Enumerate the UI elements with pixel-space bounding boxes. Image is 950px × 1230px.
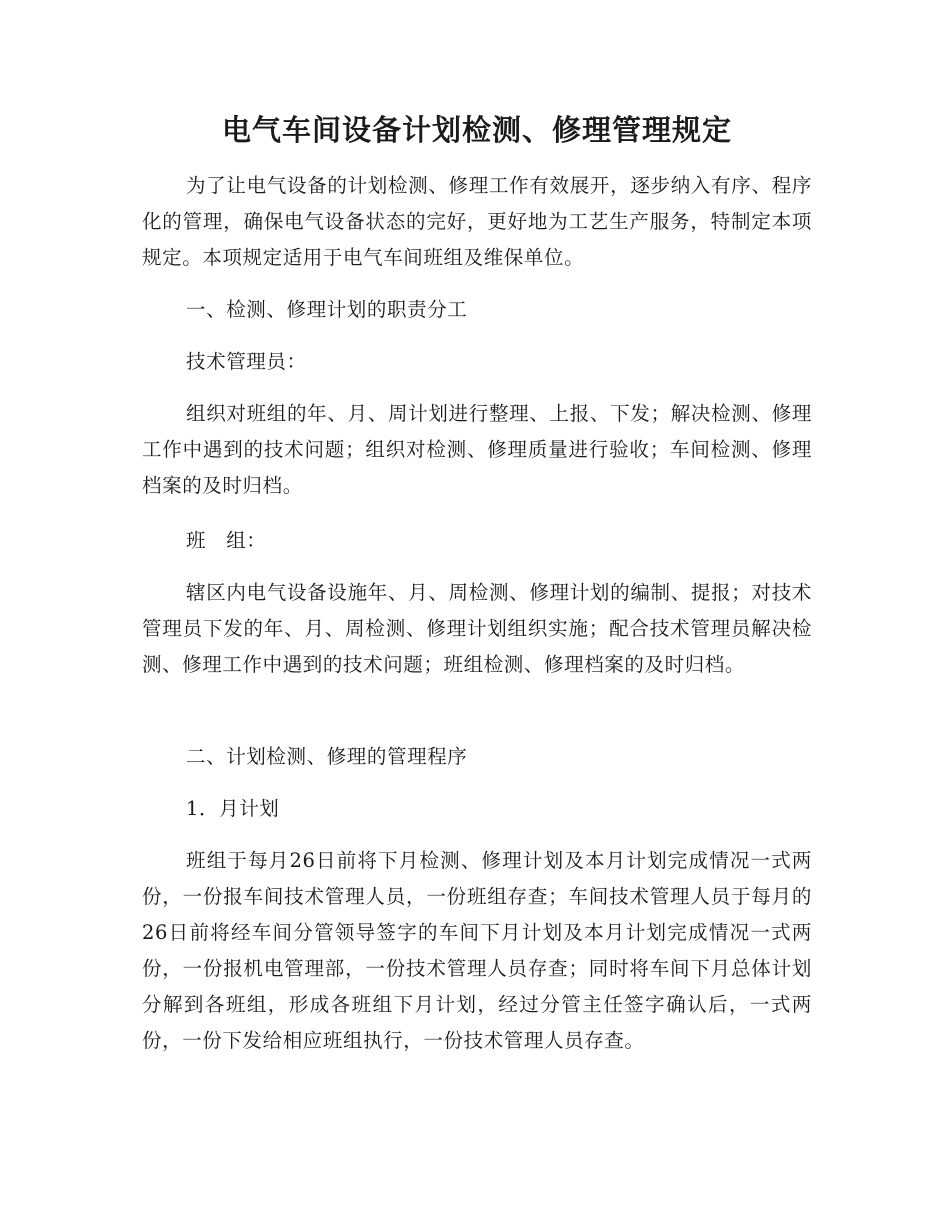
- tech-manager-duties-paragraph: 组织对班组的年、月、周计划进行整理、上报、下发；解决检测、修理工作中遇到的技术问题；组织对检测、修理质量进行验收；车间检测、修理档案的及时归档。: [142, 402, 812, 497]
- role-label-team: 班 组：: [186, 529, 267, 552]
- intro-paragraph: 为了让电气设备的计划检测、修理工作有效展开，逐步纳入有序、程序化的管理，确保电气设备状态的完好，更好地为工艺生产服务，特制定本项规定。本项规定适用于电气车间班组及维保单位。: [142, 174, 812, 269]
- role-label-tech-manager: 技术管理员：: [186, 350, 307, 373]
- monthly-plan-paragraph: 班组于每月26日前将下月检测、修理计划及本月计划完成情况一式两份，一份报车间技术管理人员，一份班组存查；车间技术管理人员于每月的26日前将经车间分管领导签字的车间下月计划及本月计划完成情况一式两份，一份报机电管理部，一份技术管理人员存查；同时将车间下月总体计划分解到各班组，形成各班组下月计划，经过分管主任签字确认后，一式两份，一份下发给相应班组执行，一份技术管理人员存查。: [142, 849, 812, 1052]
- team-duties-paragraph: 辖区内电气设备设施年、月、周检测、修理计划的编制、提报；对技术管理员下发的年、月、周检测、修理计划组织实施；配合技术管理员解决检测、修理工作中遇到的技术问题；班组检测、修理档案的及时归档。: [142, 581, 812, 676]
- document-title: 电气车间设备计划检测、修理管理规定: [221, 113, 732, 147]
- subsection-heading-monthly-plan: 1．月计划: [186, 797, 280, 820]
- section-heading-1: 一、检测、修理计划的职责分工: [186, 298, 468, 321]
- section-heading-2: 二、计划检测、修理的管理程序: [186, 745, 468, 768]
